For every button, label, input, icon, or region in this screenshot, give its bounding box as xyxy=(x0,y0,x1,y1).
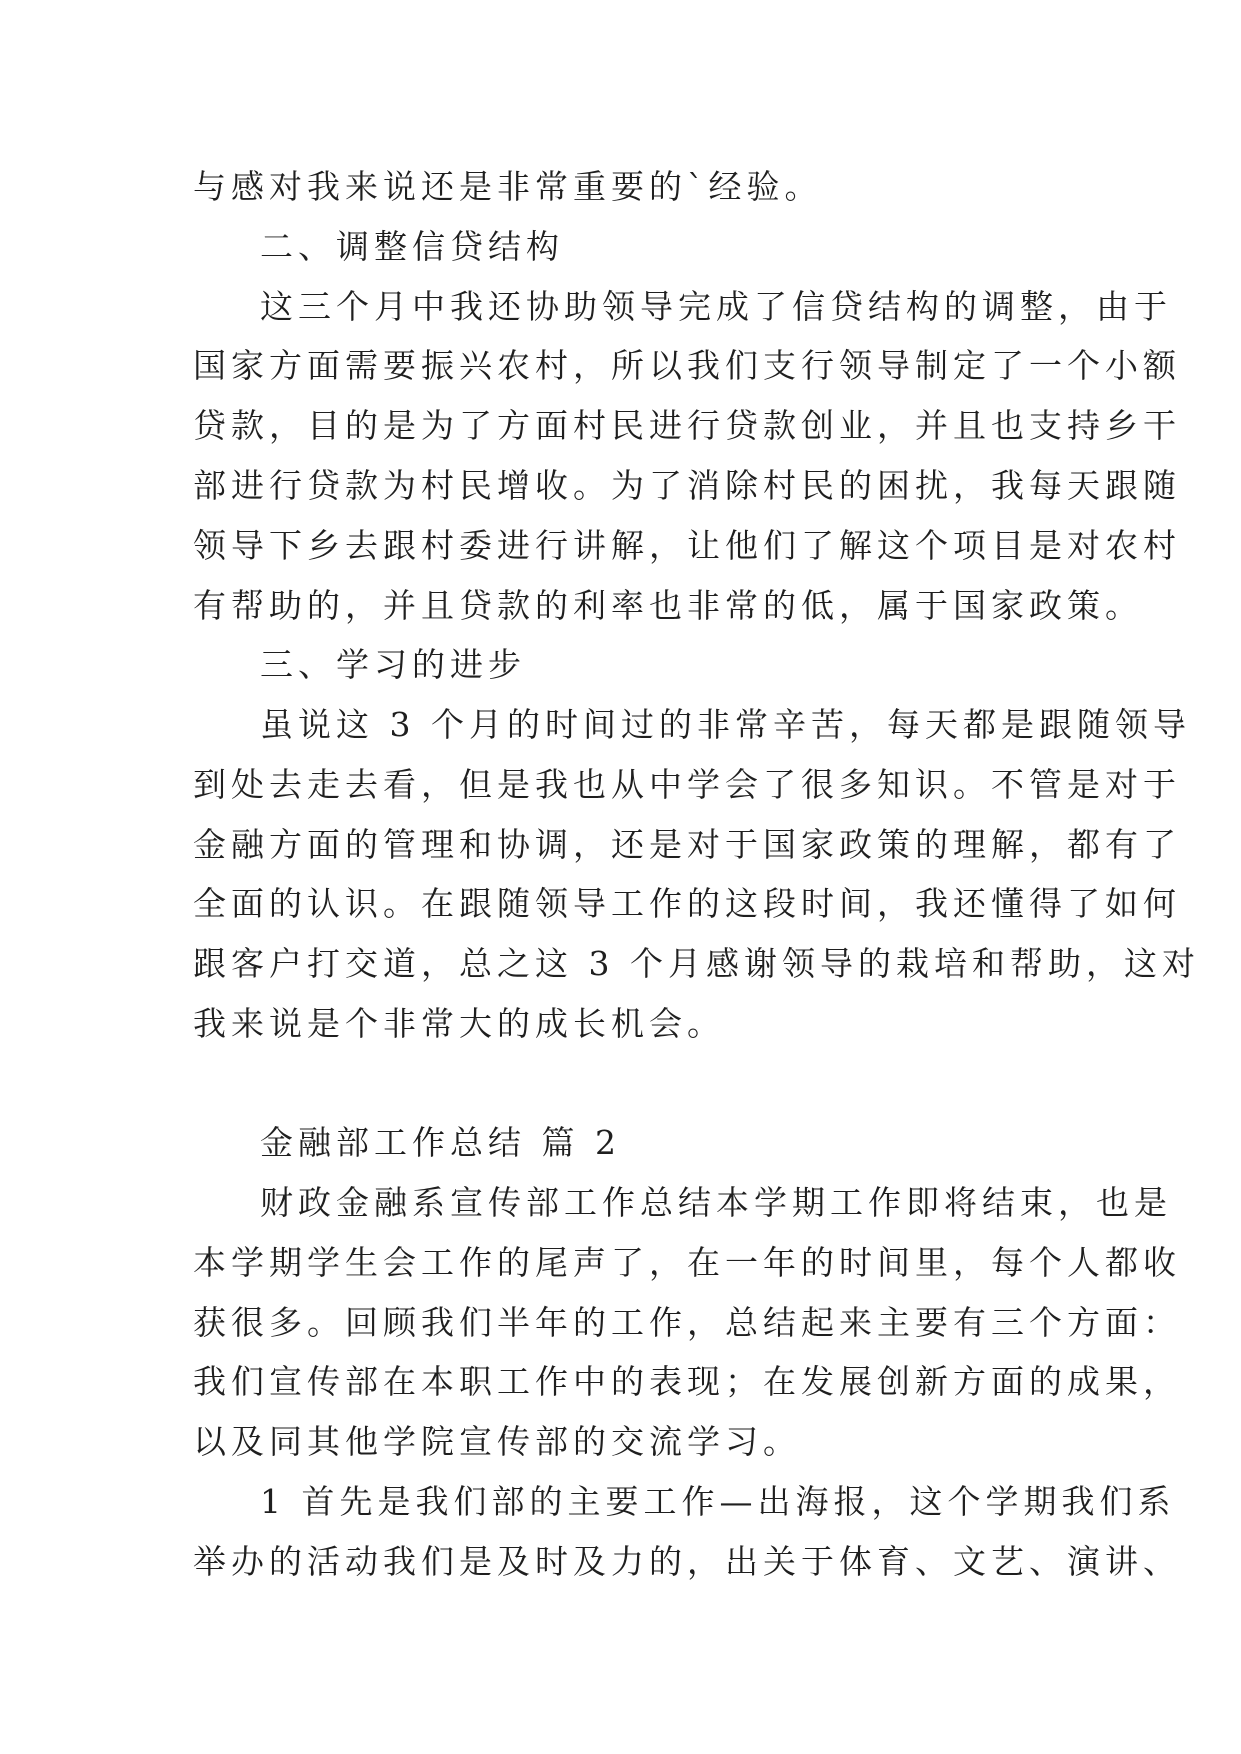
section-heading: 二、调整信贷结构 xyxy=(260,227,564,266)
text-line: 这三个月中我还协助领导完成了信贷结构的调整，由于 xyxy=(260,287,1172,326)
text-line: 领导下乡去跟村委进行讲解，让他们了解这个项目是对农村 xyxy=(193,526,1181,565)
text-line: 部进行贷款为村民增收。为了消除村民的困扰，我每天跟随 xyxy=(193,466,1181,505)
text-line: 以及同其他学院宣传部的交流学习。 xyxy=(193,1422,801,1461)
text-line: 全面的认识。在跟随领导工作的这段时间，我还懂得了如何 xyxy=(193,884,1181,923)
text-line: 我来说是个非常大的成长机会。 xyxy=(193,1004,725,1043)
text-line: 到处去走去看，但是我也从中学会了很多知识。不管是对于 xyxy=(193,765,1181,804)
text-line: 有帮助的，并且贷款的利率也非常的低，属于国家政策。 xyxy=(193,586,1143,625)
text-line: 举办的活动我们是及时及力的，出关于体育、文艺、演讲、 xyxy=(193,1542,1181,1581)
text-line: 跟客户打交道，总之这 3 个月感谢领导的栽培和帮助，这对 xyxy=(193,944,1200,983)
text-line: 与感对我来说还是非常重要的`经验。 xyxy=(193,167,823,206)
text-line: 我们宣传部在本职工作中的表现；在发展创新方面的成果， xyxy=(193,1362,1181,1401)
text-line: 1 首先是我们部的主要工作—出海报，这个学期我们系 xyxy=(260,1482,1176,1521)
text-line: 贷款，目的是为了方面村民进行贷款创业，并且也支持乡干 xyxy=(193,406,1181,445)
text-line: 财政金融系宣传部工作总结本学期工作即将结束，也是 xyxy=(260,1183,1172,1222)
section-heading: 三、学习的进步 xyxy=(260,645,526,684)
text-line: 本学期学生会工作的尾声了，在一年的时间里，每个人都收 xyxy=(193,1243,1181,1282)
text-line: 金融方面的管理和协调，还是对于国家政策的理解，都有了 xyxy=(193,825,1181,864)
article-title: 金融部工作总结 篇 2 xyxy=(260,1123,621,1162)
text-line: 国家方面需要振兴农村，所以我们支行领导制定了一个小额 xyxy=(193,346,1181,385)
text-line: 虽说这 3 个月的时间过的非常辛苦，每天都是跟随领导 xyxy=(260,705,1191,744)
text-line: 获很多。回顾我们半年的工作，总结起来主要有三个方面： xyxy=(193,1303,1181,1342)
